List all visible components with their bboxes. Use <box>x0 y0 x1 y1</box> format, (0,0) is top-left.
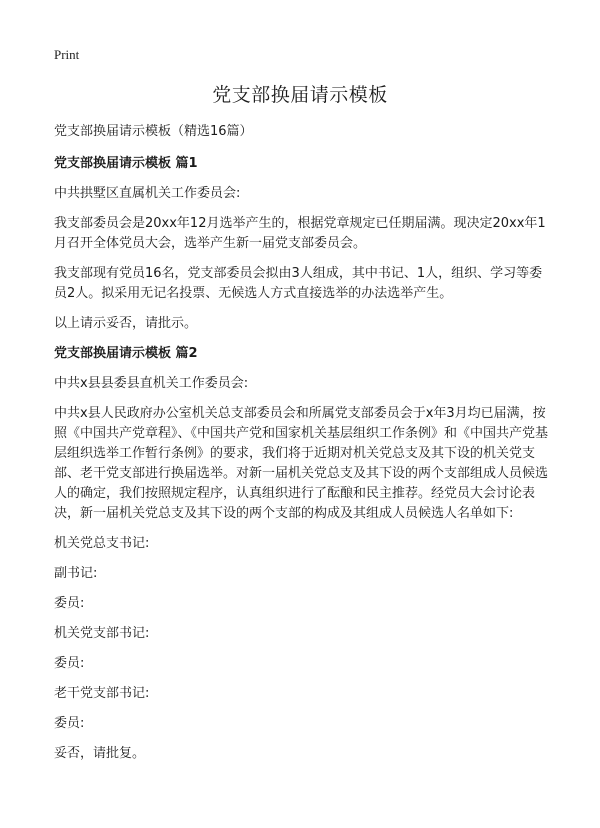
closing-1: 以上请示妥否，请批示。 <box>54 316 198 331</box>
section-heading-1: 党支部换届请示模板 篇1 <box>54 156 198 171</box>
form-line: 副书记: <box>54 566 98 581</box>
document-body <box>54 122 554 774</box>
paragraph-2-1: 中共x县人民政府办公室机关总支部委员会和所属党支部委员会于x年3月均已届满，按照《中国共产党章程》、《中国共产党和国家机关基层组织工作条例》和《中国共产党基层组织选举工作暂行条例》的要求，我们将于近期对机关党总支及其下设的机关党支部、老干党支部进行换届选举。对新一届机关党总支及其下设的两个支部组成人员候选人的确定，我们按照规定程序，认真组织进行了酝酿和民主推荐。经党员大会讨论表决，新一届机关党总支及其下设的两个支部的构成及其组成人员候选人名单如下: <box>54 406 549 521</box>
form-line: 委员: <box>54 596 85 611</box>
paragraph-1-2: 我支部现有党员16名，党支部委员会拟由3人组成，其中书记、1人，组织、学习等委员2人。拟采用无记名投票、无候选人方式直接选举的办法选举产生。 <box>54 266 543 301</box>
form-line: 委员: <box>54 716 85 731</box>
form-line: 老干党支部书记: <box>54 686 150 701</box>
print-link[interactable]: Print <box>54 47 80 62</box>
addressee-2: 中共x县县委县直机关工作委员会: <box>54 376 249 391</box>
addressee-1: 中共拱墅区直属机关工作委员会: <box>54 186 241 201</box>
document-subtitle: 党支部换届请示模板（精选16篇） <box>54 124 253 139</box>
section-heading-2: 党支部换届请示模板 篇2 <box>54 346 198 361</box>
form-line: 机关党总支书记: <box>54 536 150 551</box>
form-line: 机关党支部书记: <box>54 626 150 641</box>
closing-2: 妥否，请批复。 <box>54 746 146 761</box>
paragraph-1-1: 我支部委员会是20xx年12月选举产生的，根据党章规定已任期届满。现决定20xx年1月召开全体党员大会，选举产生新一届党支部委员会。 <box>54 216 546 251</box>
form-line: 委员: <box>54 656 85 671</box>
page-title: 党支部换届请示模板 <box>212 84 388 106</box>
